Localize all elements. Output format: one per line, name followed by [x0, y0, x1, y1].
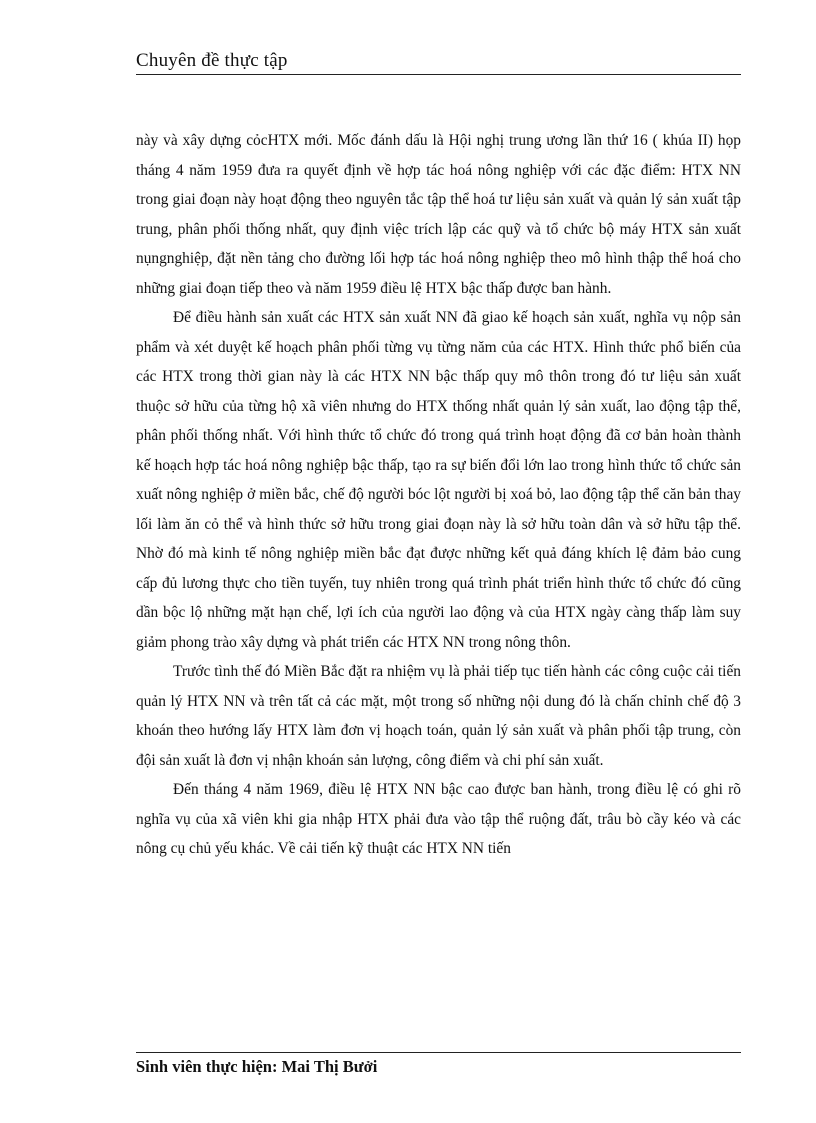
header-title: Chuyên đề thực tập: [136, 50, 288, 71]
paragraph-3: Trước tình thế đó Miền Bắc đặt ra nhiệm vụ là phải tiếp tục tiến hành các công cuộc cải tiến quản lý HTX NN và trên tất cả các mặt, một trong số những nội dung đó là chấn chỉnh chế độ 3 khoán theo hướng lấy HTX làm đơn vị hoạch toán, quản lý sản xuất và phân phối tập trung, còn đội sản xuất là đơn vị nhận khoán sản lượng, công điểm và chi phí sản xuất.: [136, 663, 741, 769]
footer-author: Sinh viên thực hiện: Mai Thị Bưởi: [136, 1057, 378, 1076]
page-header: [136, 48, 741, 75]
paragraph-2: Để điều hành sản xuất các HTX sản xuất NN đã giao kế hoạch sản xuất, nghĩa vụ nộp sản phẩm và xét duyệt kế hoạch phân phối từng vụ từng năm của các HTX. Hình thức phổ biến của các HTX trong thời gian này là các HTX NN bậc thấp quy mô thôn trong đó tư liệu sản xuất thuộc sở hữu của từng hộ xã viên nhưng do HTX thống nhất quản lý sản xuất, lao động tập thể, phân phối thống nhất. Với hình thức tổ chức đó trong quá trình hoạt động đã cơ bản hoàn thành kế hoạch hợp tác hoá nông nghiệp bậc thấp, tạo ra sự biến đổi lớn lao trong hình thức tổ chức sản xuất nông nghiệp ở miền bắc, chế độ người bóc lột người bị xoá bỏ, lao động tập thể căn bản thay lối làm ăn cỏ thể và hình thức sở hữu trong giai đoạn này là sở hữu toàn dân và sở hữu tập thể. Nhờ đó mà kinh tế nông nghiệp miền bắc đạt được những kết quả đáng khích lệ đảm bảo cung cấp đủ lương thực cho tiền tuyến, tuy nhiên trong quá trình phát triển hình thức tổ chức đó cũng dần bộc lộ những mặt hạn chế, lợi ích của người lao động và của HTX ngày càng thấp làm suy giảm phong trào xây dựng và phát triển các HTX NN trong nông thôn.: [136, 309, 741, 651]
paragraph-1: này và xây dựng cỏcHTX mới. Mốc đánh dấu là Hội nghị trung ương lần thứ 16 ( khúa II) họp tháng 4 năm 1959 đưa ra quyết định về hợp tác hoá nông nghiệp với các đặc điểm: HTX NN trong giai đoạn này hoạt động theo nguyên tắc tập thể hoá tư liệu sản xuất và quản lý sản xuất tập trung, phân phối thống nhất, quy định việc trích lập các quỹ và tổ chức bộ máy HTX sản xuất nụngnghiệp, đặt nền tảng cho đường lối hợp tác hoá nông nghiệp theo mô hình thập thể hoá cho những giai đoạn tiếp theo và năm 1959 điều lệ HTX bậc thấp được ban hành.: [136, 132, 741, 297]
paragraph-4: Đến tháng 4 năm 1969, điều lệ HTX NN bậc cao được ban hành, trong điều lệ có ghi rõ nghĩa vụ của xã viên khi gia nhập HTX phải đưa vào tập thể ruộng đất, trâu bò cầy kéo và các nông cụ chủ yếu khác. Về cải tiến kỹ thuật các HTX NN tiến: [136, 781, 741, 857]
page-footer: [136, 1052, 741, 1077]
document-body: [136, 126, 741, 864]
